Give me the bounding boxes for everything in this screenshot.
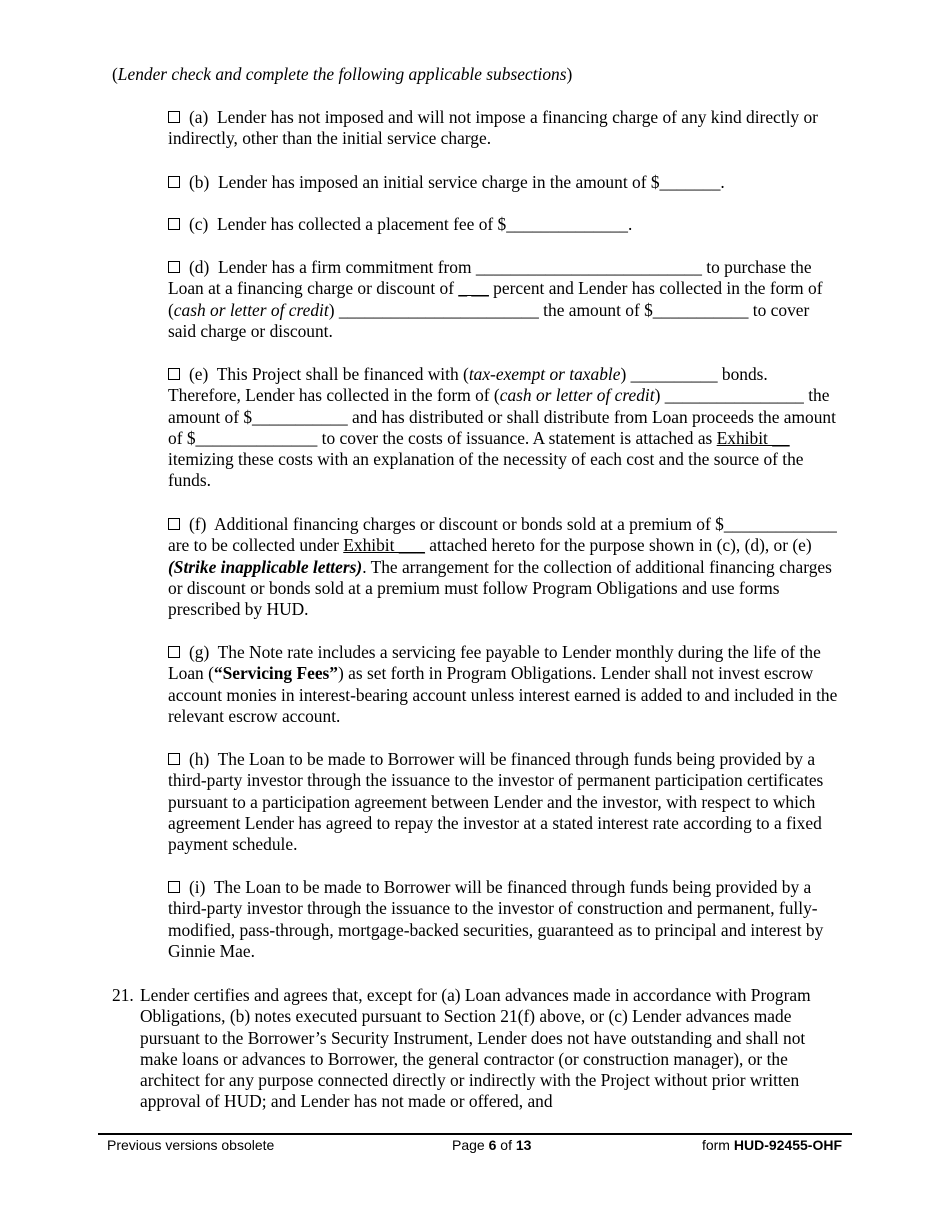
label-h: (h) xyxy=(189,749,210,769)
italic-e-2: cash or letter of credit xyxy=(499,385,655,406)
footer-obsolete-note: Previous versions obsolete xyxy=(107,1137,275,1153)
label-i: (i) xyxy=(189,877,206,897)
subsection-i xyxy=(168,877,840,962)
label-e: (e) xyxy=(189,364,209,384)
strike-note-f: (Strike inapplicable letters) xyxy=(168,556,363,577)
discount-blank-d: _ __ xyxy=(458,278,489,299)
checkbox-c[interactable] xyxy=(168,218,180,230)
instruction-open: ( xyxy=(112,64,118,84)
text-g-2: ) as set forth in Program Obligations. Lender shall not invest escrow account monies in interest-bearing account unless interest earned is added to and included in the relevant escrow account. xyxy=(168,663,838,726)
label-f: (f) xyxy=(189,514,207,534)
subsection-d xyxy=(168,257,840,342)
form-number: HUD-92455-OHF xyxy=(733,1137,842,1153)
instruction-close: ) xyxy=(566,64,573,84)
checkbox-a[interactable] xyxy=(168,111,180,123)
instruction-line xyxy=(112,64,572,85)
checkbox-g[interactable] xyxy=(168,646,180,658)
paragraph-21 xyxy=(112,985,832,1113)
text-i: The Loan to be made to Borrower will be financed through funds being provided by a third-party investor through the issuance to the investor of construction and permanent, fully-modified, pass-through, mortgage-backed securities, guaranteed as to principal and interest by Ginnie Mae. xyxy=(168,877,824,961)
subsection-c xyxy=(168,214,840,235)
subsection-g xyxy=(168,642,840,727)
exhibit-ref-e: Exhibit __ xyxy=(716,427,790,448)
text-c: Lender has collected a placement fee of $______________. xyxy=(217,214,633,234)
text-g-1: The Note rate includes a servicing fee payable to Lender monthly during the life of the Loan ( xyxy=(168,642,821,684)
text-d-3: ) _______________________ the amount of $___________ to cover said charge or discount. xyxy=(168,299,810,341)
subsection-h xyxy=(168,749,840,855)
text-a: Lender has not imposed and will not impose a financing charge of any kind directly or indirectly, other than the initial service charge. xyxy=(168,107,818,149)
label-c: (c) xyxy=(189,214,209,234)
text-f-1: Additional financing charges or discount or bonds sold at a premium of $_____________ are to be collected under xyxy=(168,514,837,556)
checkbox-f[interactable] xyxy=(168,518,180,530)
text-b: Lender has imposed an initial service charge in the amount of $_______. xyxy=(217,172,725,192)
text-e-4: itemizing these costs with an explanation of the necessity of each cost and the source of the funds. xyxy=(168,449,804,491)
checkbox-i[interactable] xyxy=(168,881,180,893)
footer-page-number xyxy=(452,1136,531,1154)
text-e-2: ) __________ bonds. Therefore, Lender has collected in the form of ( xyxy=(168,364,768,406)
paragraph-number: 21. xyxy=(112,985,134,1005)
paragraph-21-text: Lender certifies and agrees that, except for (a) Loan advances made in accordance with Program Obligations, (b) notes executed pursuant to Section 21(f) above, or (c) Lender advances made pursuant to the Borrower’s Security Instrument, Lender does not have outstanding and shall not make loans or advances to Borrower, the general contractor (or construction manager), or the architect for any purpose connected directly or indirectly with the Project without prior written approval of HUD; and Lender has not made or offered, and xyxy=(140,985,811,1112)
text-d-2: percent and Lender has collected in the form of ( xyxy=(168,278,823,320)
label-b: (b) xyxy=(189,172,210,192)
italic-e-1: tax-exempt or taxable xyxy=(468,364,621,384)
text-e-1: This Project shall be financed with ( xyxy=(216,364,469,384)
subsection-e xyxy=(168,364,840,492)
label-a: (a) xyxy=(189,107,209,127)
text-d-1: Lender has a firm commitment from __________________________ to purchase the Loan at a financing charge or discount of xyxy=(168,257,812,299)
page-current: 6 xyxy=(488,1137,497,1153)
instruction-italic: Lender check and complete the following applicable subsections xyxy=(117,64,567,84)
footer-rule xyxy=(98,1133,852,1135)
page-of: of xyxy=(496,1137,516,1153)
checkbox-h[interactable] xyxy=(168,753,180,765)
italic-d: cash or letter of credit xyxy=(173,299,329,320)
text-h: The Loan to be made to Borrower will be financed through funds being provided by a third-party investor through the issuance to the investor of permanent participation certificates pursuant to a participation agreement between Lender and the investor, with respect to which agreement Lender has agreed to repay the investor at a stated interest rate according to a fixed payment schedule. xyxy=(168,749,824,855)
page-prefix: Page xyxy=(452,1137,489,1153)
text-e-3: ) ________________ the amount of $___________ and has distributed or shall distribute from Loan proceeds the amount of $______________ to cover the costs of issuance. A statement is attached as xyxy=(168,385,836,448)
form-prefix: form xyxy=(701,1137,734,1153)
subsection-a xyxy=(168,107,840,150)
checkbox-d[interactable] xyxy=(168,261,180,273)
exhibit-ref-f: Exhibit ___ xyxy=(343,535,425,556)
servicing-fees-term: “Servicing Fees” xyxy=(213,663,338,684)
subsection-b xyxy=(168,172,840,193)
page-total: 13 xyxy=(515,1137,532,1153)
text-f-2: attached hereto for the purpose shown in (c), (d), or (e) xyxy=(424,535,812,556)
subsection-f xyxy=(168,514,840,620)
checkbox-b[interactable] xyxy=(168,176,180,188)
label-g: (g) xyxy=(189,642,210,662)
footer-form-id xyxy=(702,1136,842,1154)
label-d: (d) xyxy=(189,257,210,277)
checkbox-e[interactable] xyxy=(168,368,180,380)
text-f-3: . The arrangement for the collection of additional financing charges or discount or bonds sold at a premium must follow Program Obligations and use forms prescribed by HUD. xyxy=(168,556,832,620)
